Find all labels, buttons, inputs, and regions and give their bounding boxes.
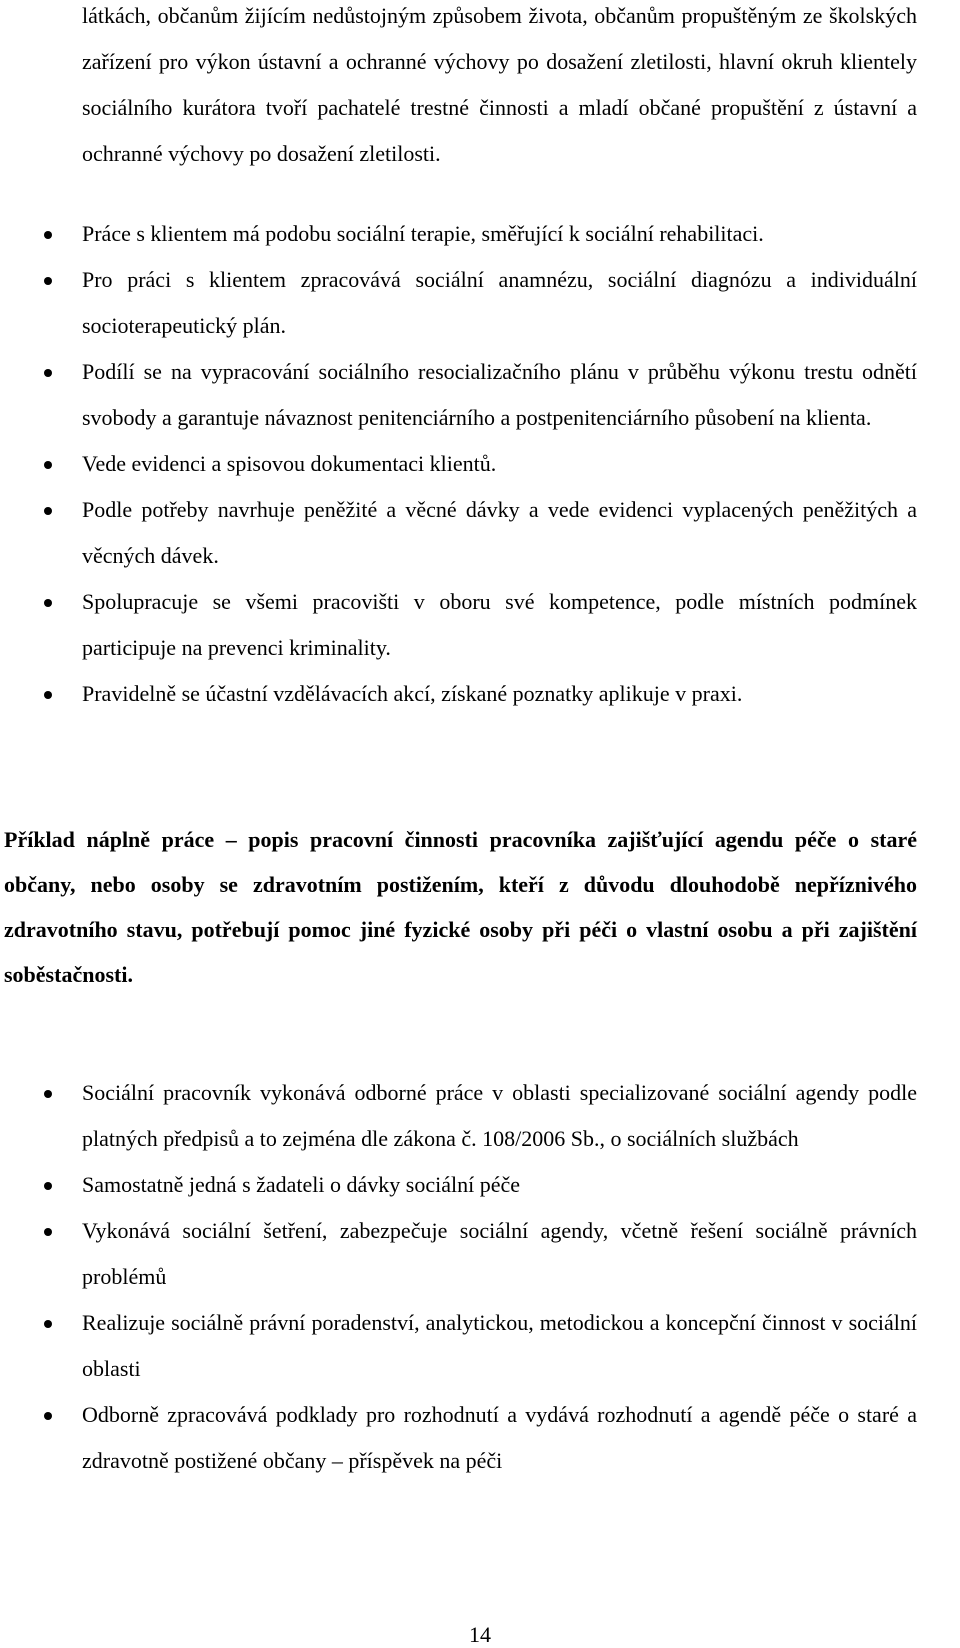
bullet-icon: [44, 691, 52, 699]
list-item-text: Pro práci s klientem zpracovává sociální anamnézu, sociální diagnózu a individuální socioterapeutický plán.: [82, 267, 917, 338]
list-item-text: Pravidelně se účastní vzdělávacích akcí, získané poznatky aplikuje v praxi.: [82, 681, 743, 706]
duties-list-curator: [82, 211, 917, 717]
list-item: [82, 1392, 917, 1484]
list-item-text: Vykonává sociální šetření, zabezpečuje sociální agendy, včetně řešení sociálně právních problémů: [82, 1218, 917, 1289]
bullet-icon: [44, 231, 52, 239]
section-heading: Příklad náplně práce – popis pracovní činnosti pracovníka zajišťující agendu péče o staré občany, nebo osoby se zdravotním postižením, kteří z důvodu dlouhodobě nepříznivého zdravotního stavu, potřebují pomoc jiné fyzické osoby při péči o vlastní osobu a při zajištění soběstačnosti.: [4, 827, 917, 987]
bullet-icon: [44, 461, 52, 469]
bullet-icon: [44, 507, 52, 515]
list-item: [82, 579, 917, 671]
list-item: [82, 487, 917, 579]
list-item-text: Vede evidenci a spisovou dokumentaci klientů.: [82, 451, 497, 476]
list-item-text: Odborně zpracovává podklady pro rozhodnutí a vydává rozhodnutí a agendě péče o staré a zdravotně postižené občany – příspěvek na péči: [82, 1402, 917, 1473]
list-item: [82, 1208, 917, 1300]
bullet-icon: [44, 1320, 52, 1328]
list-item-text: Samostatně jedná s žadateli o dávky sociální péče: [82, 1172, 521, 1197]
list-item: [82, 257, 917, 349]
bullet-icon: [44, 1182, 52, 1190]
list-item: [82, 211, 917, 257]
list-item: [82, 441, 917, 487]
list-item-text: Spolupracuje se všemi pracovišti v oboru své kompetence, podle místních podmínek participuje na prevenci kriminality.: [82, 589, 917, 660]
list-item-text: Sociální pracovník vykonává odborné práce v oblasti specializované sociální agendy podle platných předpisů a to zejména dle zákona č. 108/2006 Sb., o sociálních službách: [82, 1080, 917, 1151]
list-item-text: Podle potřeby navrhuje peněžité a věcné dávky a vede evidenci vyplacených peněžitých a věcných dávek.: [82, 497, 917, 568]
bullet-icon: [44, 277, 52, 285]
bullet-icon: [44, 1412, 52, 1420]
page-number: 14: [469, 1622, 491, 1647]
list-item-text: Realizuje sociálně právní poradenství, analytickou, metodickou a koncepční činnost v sociální oblasti: [82, 1310, 917, 1381]
bullet-icon: [44, 369, 52, 377]
list-item: [82, 1162, 917, 1208]
continuation-paragraph: látkách, občanům žijícím nedůstojným způsobem života, občanům propuštěným ze školských zařízení pro výkon ústavní a ochranné výchovy po dosažení zletilosti, hlavní okruh klientely sociálního kurátora tvoří pachatelé trestné činnosti a mladí občané propuštění z ústavní a ochranné výchovy po dosažení zletilosti.: [82, 3, 917, 166]
list-item: [82, 349, 917, 441]
list-item: [82, 671, 917, 717]
list-item: [82, 1300, 917, 1392]
bullet-icon: [44, 1228, 52, 1236]
bullet-icon: [44, 599, 52, 607]
list-item-text: Podílí se na vypracování sociálního resocializačního plánu v průběhu výkonu trestu odnětí svobody a garantuje návaznost penitenciárního a postpenitenciárního působení na klienta.: [82, 359, 917, 430]
list-item: [82, 1070, 917, 1162]
list-item-text: Práce s klientem má podobu sociální terapie, směřující k sociální rehabilitaci.: [82, 221, 764, 246]
bullet-icon: [44, 1090, 52, 1098]
duties-list-care-agenda: [82, 1070, 917, 1484]
